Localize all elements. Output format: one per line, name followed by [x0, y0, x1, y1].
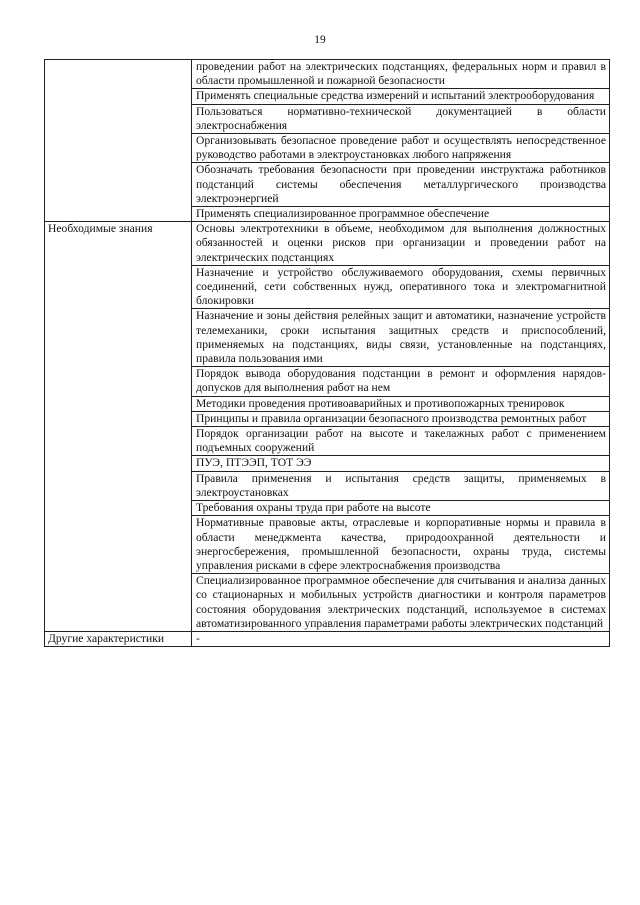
- skill-item: Применять специальные средства измерений и испытаний электрооборудования: [192, 89, 610, 104]
- knowledge-item: Порядок вывода оборудования подстанции в ремонт и оформления нарядов-допусков для выполнения работ на нем: [192, 367, 610, 396]
- knowledge-item: Порядок организации работ на высоте и такелажных работ с применением подъемных сооружений: [192, 427, 610, 456]
- table-row: [45, 60, 610, 89]
- knowledge-item: Назначение и устройство обслуживаемого оборудования, схемы первичных соединений, сети собственных нужд, оперативного тока и электромагнитной блокировки: [192, 265, 610, 309]
- page-number: 19: [314, 34, 326, 46]
- other-characteristics-label: Другие характеристики: [45, 631, 192, 646]
- knowledge-item: Нормативные правовые акты, отраслевые и корпоративные нормы и правила в области менеджмента качества, природоохранной деятельности и энергосбережения, промышленной безопасности, охраны труда, системы управления рисками в сфере электроснабжения производства: [192, 516, 610, 574]
- knowledge-item: Принципы и правила организации безопасного производства ремонтных работ: [192, 411, 610, 426]
- knowledge-item: Специализированное программное обеспечение для считывания и анализа данных со стационарных и мобильных устройств диагностики и контроля параметров состояния оборудования электрических подстанций, используемое в системах автоматизированного управления параметрами работы электрических подстанций: [192, 574, 610, 632]
- skill-item: Обозначать требования безопасности при проведении инструктажа работников подстанций системы обеспечения металлургического производства электроэнергией: [192, 163, 610, 207]
- requirements-table: [44, 59, 610, 647]
- other-characteristics-value: -: [192, 631, 610, 646]
- table-row: [45, 631, 610, 646]
- skill-item: проведении работ на электрических подстанциях, федеральных норм и правил в области промышленной и пожарной безопасности: [192, 60, 610, 89]
- knowledge-item: Назначение и зоны действия релейных защит и автоматики, назначение устройств телемеханики, сроки испытания защитных средств и приспособлений, применяемых на подстанциях, виды связи, установленные на подстанциях, правила пользования ими: [192, 309, 610, 367]
- skill-item: Организовывать безопасное проведение работ и осуществлять непосредственное руководство работами в электроустановках любого напряжения: [192, 134, 610, 163]
- table-row: [45, 222, 610, 266]
- knowledge-label: Необходимые знания: [45, 222, 192, 632]
- knowledge-item: Требования охраны труда при работе на высоте: [192, 501, 610, 516]
- knowledge-item: ПУЭ, ПТЭЭП, ТОТ ЭЭ: [192, 456, 610, 471]
- knowledge-item: Основы электротехники в объеме, необходимом для выполнения должностных обязанностей и оценки рисков при организации и проведении работ на электрических подстанциях: [192, 222, 610, 266]
- skills-label-cell: [45, 60, 192, 222]
- knowledge-item: Правила применения и испытания средств защиты, применяемых в электроустановках: [192, 471, 610, 500]
- skill-item: Применять специализированное программное обеспечение: [192, 207, 610, 222]
- knowledge-item: Методики проведения противоаварийных и противопожарных тренировок: [192, 396, 610, 411]
- skill-item: Пользоваться нормативно-технической документацией в области электроснабжения: [192, 104, 610, 133]
